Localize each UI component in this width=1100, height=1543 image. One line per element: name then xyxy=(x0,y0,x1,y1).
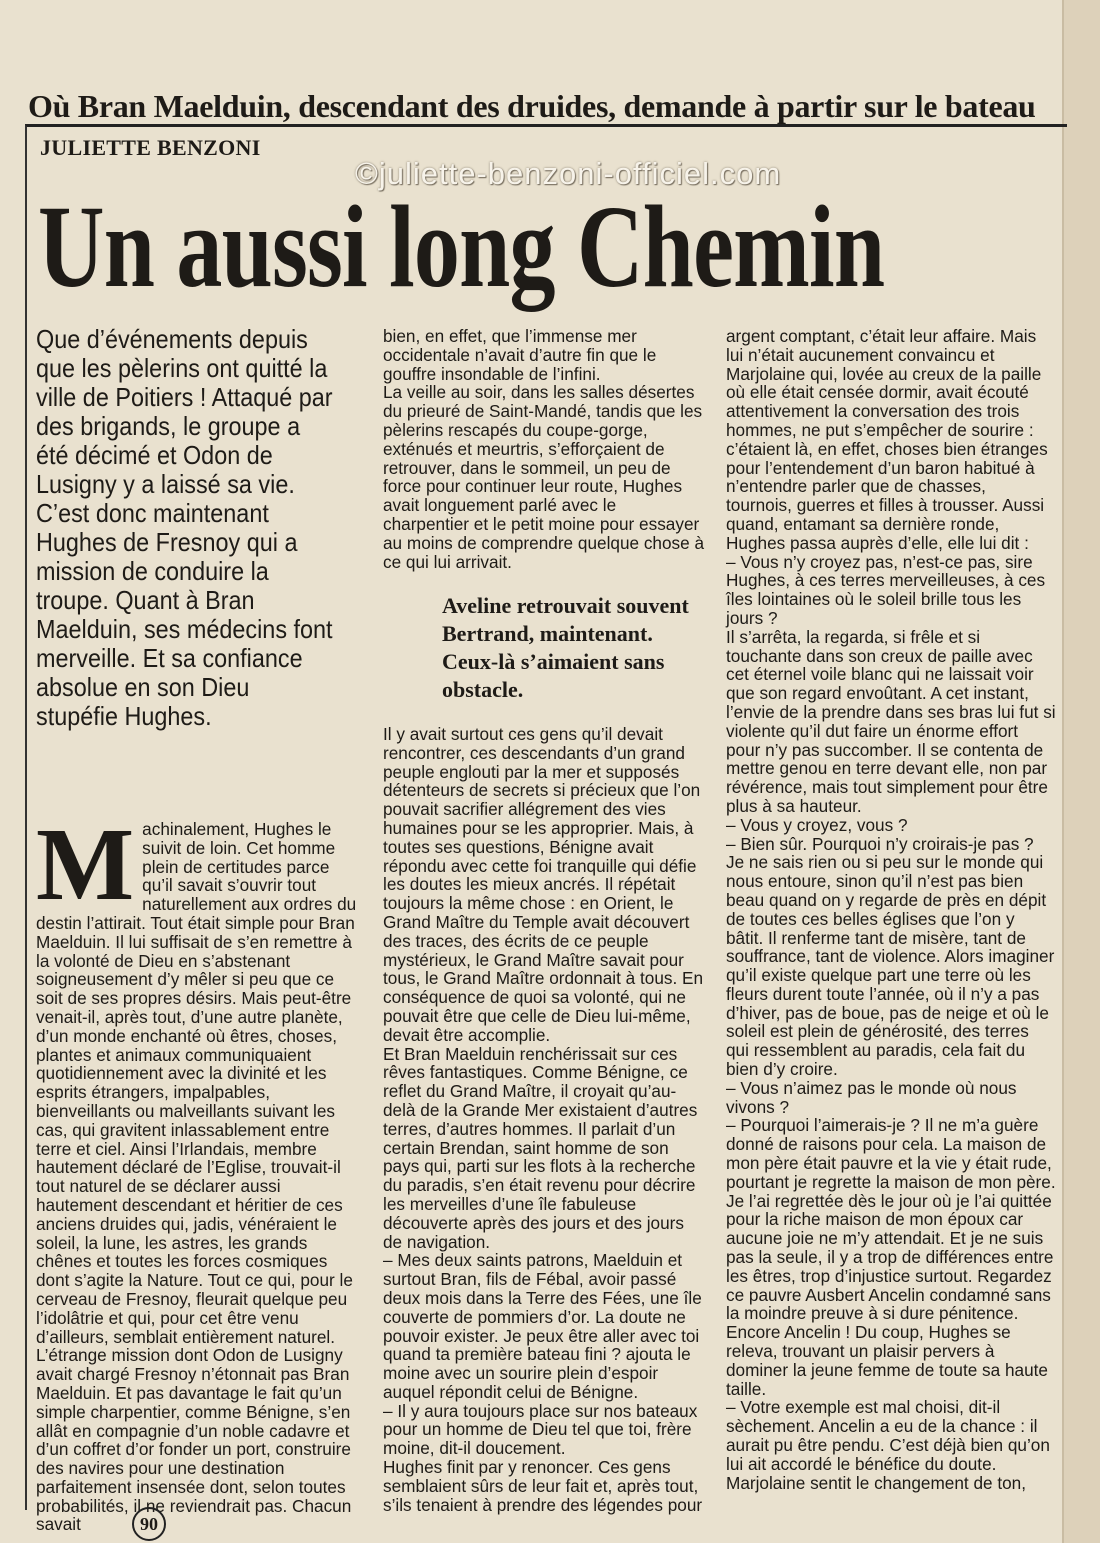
body-paragraph: La veille au soir, dans les salles désertes du prieuré de Saint-Mandé, tandis que les pèlerins rescapés du coupe-gorge, exténués et meurtris, s’efforçaient de retrouver, dans le sommeil, un peu de force pour continuer leur route, Hughes avait longuement parlé avec le charpentier et le petit moine pour essayer au moins de comprendre quelque chose à ce qui lui arrivait. xyxy=(383,382,705,572)
body-paragraph: – Vous n’y croyez pas, n’est-ce pas, sire Hughes, à ces terres merveilleuses, à ces îles lointaines où le soleil brille tous les jours ? xyxy=(726,551,1046,628)
page-number: 90 xyxy=(132,1507,166,1541)
body-paragraph: L’étrange mission dont Odon de Lusigny avait chargé Fresnoy n’étonnait pas Bran Maelduin. Et pas davantage le fait qu’un simple charpentier, comme Bénigne, s’en allât en compagnie d’un noble cadavre et d’un coffret d’or fonder un port, construire des navires pour une destination parfaitement insensée dont, selon toutes probabilités, il ne reviendrait pas. Chacun savait xyxy=(36,1345,352,1535)
body-paragraph: – Mes deux saints patrons, Maelduin et surtout Bran, fils de Fébal, avoir passé deux mois dans la Terre des Fées, une île couverte de pommiers d’or. La doute ne pouvoir exister. Je peux être aller avec toi quand ta première bateau fini ? ajouta le moine avec un sourire plein d’espoir auquel répondit celui de Bénigne. xyxy=(383,1250,702,1402)
article-title: Un aussi long Chemin xyxy=(38,181,885,312)
body-paragraph: – Il y aura toujours place sur nos bateaux pour un homme de Dieu tel que toi, frère moine, dit-il doucement. xyxy=(383,1400,698,1459)
body-paragraph: – Bien sûr. Pourquoi n’y croirais-je pas ? Je ne sais rien ou si peu sur le monde qui nous entoure, sinon qu’il n’est pas bien beau quand on y regarde de près en dépit de toutes ces belles églises que l’on y bâtit. Il renferme tant de misère, tant de souffrance, tant de violence. Alors imaginer qu’il existe quelque part une terre où les fleurs durent toute l’année, où il n’y a pas d’hiver, pas de boue, pas de neige et où le soleil est plein de générosité, des terres qui ressemblent au paradis, cela fait du bien d’y croire. xyxy=(726,833,1055,1080)
body-paragraph: Marjolaine sentit le changement de ton, xyxy=(726,1472,1027,1493)
body-paragraph: Et Bran Maelduin renchérissait sur ces rêves fantastiques. Comme Bénigne, ce reflet du Grand Maître, il croyait qu’au-delà de la Grande Mer existaient d’autres terres, d’autres hommes. Il parlait d’un certain Brendan, saint homme de son pays qui, parti sur les flots à la recherche du paradis, s’en était revenu pour décrire les merveilles d’une île fabuleuse découverte après des jours et des jours de navigation. xyxy=(383,1043,698,1252)
body-paragraph: – Votre exemple est mal choisi, dit-il sèchement. Ancelin a eu de la chance : il aurait pu être pendu. C’est déjà bien qu’on lui ait accordé le bénéfice du doute. xyxy=(726,1397,1050,1474)
body-paragraph: Il y avait surtout ces gens qu’il devait rencontrer, ces descendants d’un grand peuple englouti par la mer et supposés détenteurs de secrets si précieux que l’on pouvait sacrifier allégrement des vies humaines pour se les approprier. Mais, à toutes ses questions, Bénigne avait répondu avec cette foi tranquille qui défie les doutes les mieux ancrés. Il répétait toujours la même chose : en Orient, le Grand Maître du Temple avait découvert des traces, des écrits de ce peuple mystérieux, le Grand Maître savait pour tous, le Grand Maître ordonnait à tous. En conséquence de quoi sa volonté, qui ne pouvait être que celle de Dieu lui-même, devait être accomplie. xyxy=(383,724,704,1045)
body-paragraph: – Vous y croyez, vous ? xyxy=(726,814,908,835)
column-2-top xyxy=(383,327,705,571)
body-paragraph: Machinalement, Hughes le suivit de loin. Cet homme plein de certitudes parce qu’il savait s’ouvrir tout naturellement aux ordres du destin l’attirait. Tout était simple pour Bran Maelduin. Il lui suffisait de s’en remettre à la volonté de Dieu en s’abstenant soigneusement d’y mêler si peu que ce soit de ses propres désirs. Mais peut-être venait-il, après tout, d’une autre planète, d’un monde enchanté où êtres, choses, plantes et animaux communiquaient quotidiennement avec la divinité et les esprits étrangers, impalpables, bienveillants ou malveillants suivant les cas, qui gravitent inlassablement entre terre et ciel. Ainsi l’Irlandais, membre hautement déclaré de l’Eglise, trouvait-il tout naturel de se déclarer aussi hautement descendant et héritier de ces anciens druides qui, jadis, vénéraient le soleil, la lune, les astres, les grands chênes et toutes les forces cosmiques dont s’agite la Nature. Tout ce qui, pour le cerveau de Fresnoy, fleurait quelque peu l’idolâtrie et qui, pour cet être venu d’ailleurs, semblait entièrement naturel. xyxy=(36,807,357,1347)
body-paragraph: Hughes finit par y renoncer. Ces gens semblaient sûrs de leur fait et, après tout, s’ils tenaient à prendre des légendes pour xyxy=(383,1457,703,1515)
drop-cap: M xyxy=(36,807,135,922)
column-3 xyxy=(726,327,1056,1492)
kicker-headline: Où Bran Maelduin, descendant des druides, demande à partir sur le bateau xyxy=(28,88,1036,124)
intro-summary: Que d’événements depuis que les pèlerins ont quitté la ville de Poitiers ! Attaqué par des brigands, le groupe a été décimé et Odon de Lusigny y a laissé sa vie. C’est donc maintenant Hughes de Fresnoy qui a mission de conduire la troupe. Quant à Bran Maelduin, ses médecins font merveille. Et sa confiance absolue en son Dieu stupéfie Hughes. xyxy=(36,324,333,731)
author-byline: JULIETTE BENZONI xyxy=(40,135,261,160)
body-paragraph: Encore Ancelin ! Du coup, Hughes se releva, trouvant un plaisir pervers à dominer la jeune femme de toute sa haute taille. xyxy=(726,1322,1048,1399)
body-paragraph: Il s’arrêta, la regarda, si frêle et si touchante dans son creux de paille avec cet éternel voile blanc qui ne laissait voir que son regard envoûtant. A cet instant, l’envie de la prendre dans ses bras lui fut si violente qu’il dut faire un énorme effort pour n’y pas succomber. Il se contenta de mettre genou en terre devant elle, non par révérence, mais tout simplement pour être plus à sa hauteur. xyxy=(726,626,1056,816)
body-paragraph: – Vous n’aimez pas le monde où nous vivons ? xyxy=(726,1077,1017,1117)
watermark: ©juliette-benzoni-officiel.com xyxy=(355,156,782,191)
body-paragraph: bien, en effet, que l’immense mer occidentale n’avait d’autre fin que le gouffre insondable de l’infini. xyxy=(383,326,657,384)
body-paragraph: – Pourquoi l’aimerais-je ? Il ne m’a guère donné de raisons pour cela. La maison de mon père était pauvre et la vie y était rude, pourtant je regrette la maison de mon père. Je l’ai regrettée dès le jour où je l’ai quittée pour la riche maison de mon époux car aucune joie ne m’y attendait. Et je ne suis pas la seule, il y a trop de différences entre les êtres, trop d’injustice surtout. Regardez ce pauvre Ausbert Ancelin condamné sans la moindre preuve à si dure pénitence. xyxy=(726,1115,1056,1324)
body-paragraph: argent comptant, c’était leur affaire. Mais lui n’était aucunement convaincu et Marjolaine qui, lovée au creux de la paille où elle était censée dormir, avait écouté attentivement la conversation des trois hommes, ne put s’empêcher de sourire : c’étaient là, en effet, choses bien étranges pour l’entendement d’un baron habitué à n’entendre parler que de chasses, tournois, guerres et filles à trousser. Aussi quand, entamant sa dernière ronde, Hughes passa auprès d’elle, elle lui dit : xyxy=(726,326,1048,553)
column-2-bottom xyxy=(383,725,705,1514)
column-1 xyxy=(36,807,358,1535)
page-edge xyxy=(1062,0,1100,1543)
pull-quote: Aveline retrouvait souvent Bertrand, maintenant. Ceux-là s’aimaient sans obstacle. xyxy=(442,593,689,702)
